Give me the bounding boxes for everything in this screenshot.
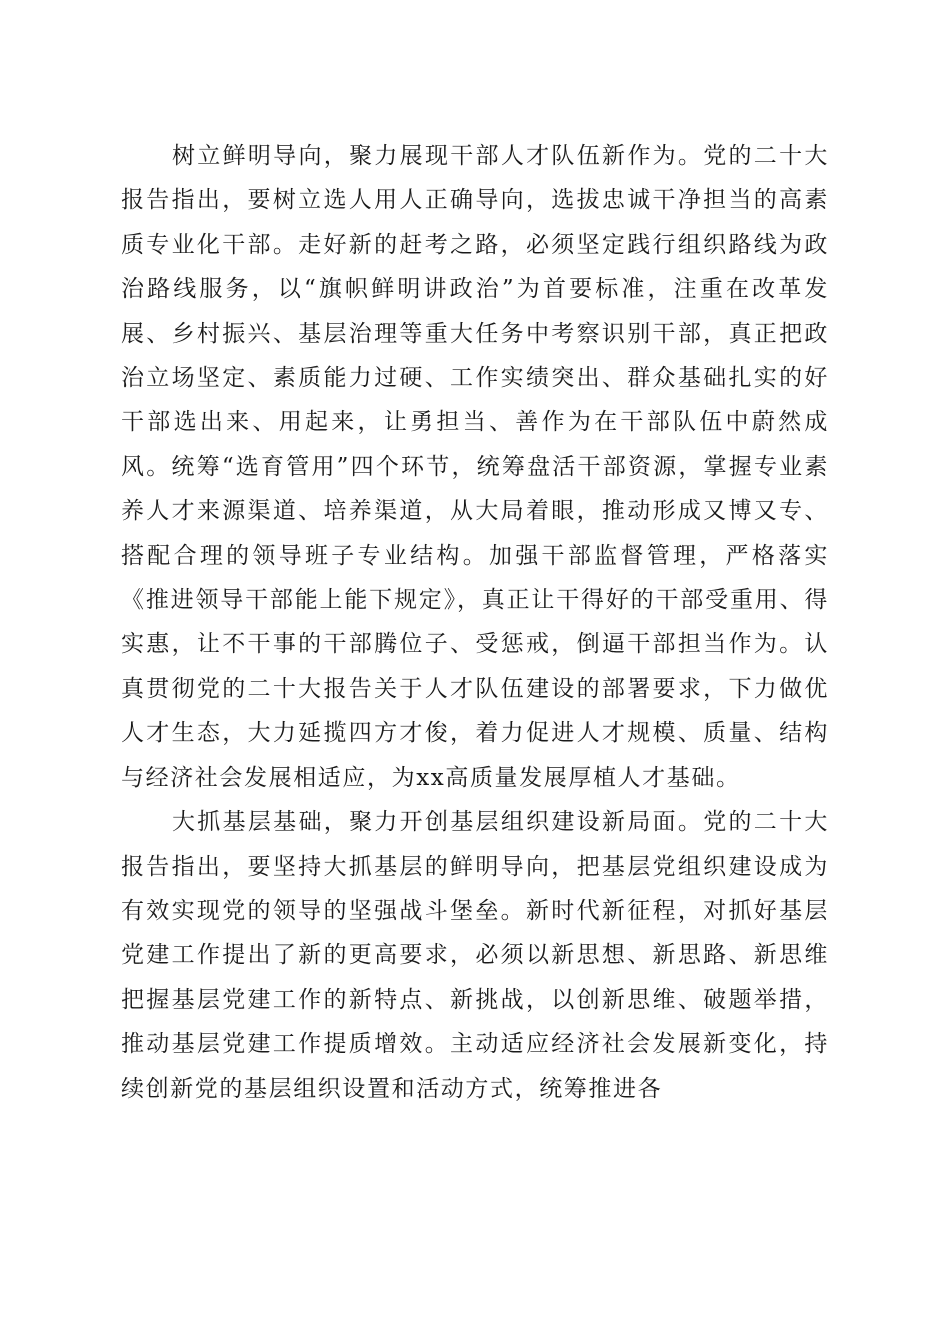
document-body	[121, 134, 829, 1111]
paragraph-cadre-talent: 树立鲜明导向，聚力展现干部人才队伍新作为。党的二十大报告指出，要树立选人用人正确导向，选拔忠诚干净担当的高素质专业化干部。走好新的赶考之路，必须坚定践行组织路线为政治路线服务，以“旗帜鲜明讲政治”为首要标准，注重在改革发展、乡村振兴、基层治理等重大任务中考察识别干部，真正把政治立场坚定、素质能力过硬、工作实绩突出、群众基础扎实的好干部选出来、用起来，让勇担当、善作为在干部队伍中蔚然成风。统筹“选育管用”四个环节，统筹盘活干部资源，掌握专业素养人才来源渠道、培养渠道，从大局着眼，推动形成又博又专、搭配合理的领导班子专业结构。加强干部监督管理，严格落实《推进领导干部能上能下规定》，真正让干得好的干部受重用、得实惠，让不干事的干部腾位子、受惩戒，倒逼干部担当作为。认真贯彻党的二十大报告关于人才队伍建设的部署要求，下力做优人才生态，大力延揽四方才俊，着力促进人才规模、质量、结构与经济社会发展相适应，为xx高质量发展厚植人才基础。	[121, 143, 829, 791]
paragraph-grassroots-organization: 大抓基层基础，聚力开创基层组织建设新局面。党的二十大报告指出，要坚持大抓基层的鲜明导向，把基层党组织建设成为有效实现党的领导的坚强战斗堡垒。新时代新征程，对抓好基层党建工作提出了新的更高要求，必须以新思想、新思路、新思维把握基层党建工作的新特点、新挑战，以创新思维、破题举措，推动基层党建工作提质增效。主动适应经济社会发展新变化，持续创新党的基层组织设置和活动方式，统筹推进各	[121, 809, 829, 1102]
